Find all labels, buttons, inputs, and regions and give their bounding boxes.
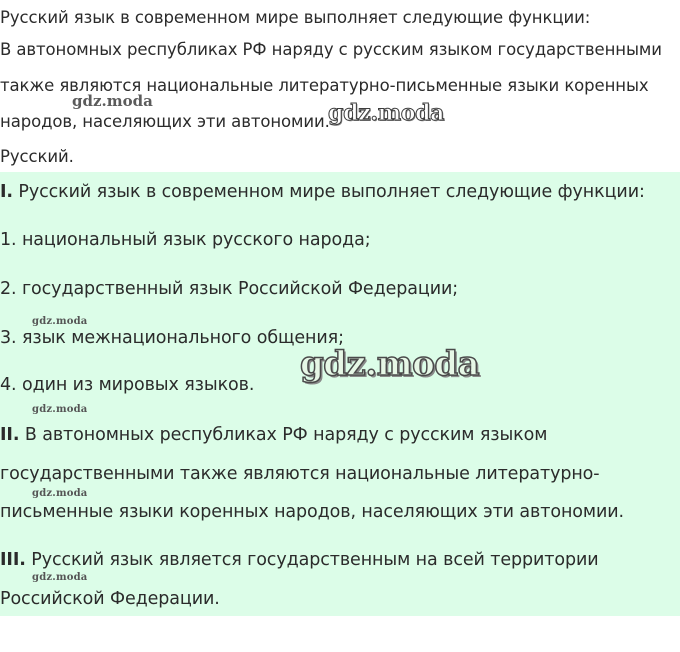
answer-paragraph-2: II. В автономных республиках РФ наряду с русским языком	[0, 425, 548, 445]
watermark: gdz.moda	[300, 344, 480, 384]
question-line-1: Русский язык в современном мире выполняет следующие функции:	[0, 8, 591, 27]
question-line-2: В автономных республиках РФ наряду с русским языком государственными	[0, 40, 662, 59]
list-item: 2. государственный язык Российской Федерации;	[0, 279, 459, 299]
answer-block	[0, 172, 680, 616]
list-item: 1. национальный язык русского народа;	[0, 230, 371, 250]
watermark: gdz.moda	[32, 572, 88, 583]
question-line-4: народов, населяющих эти автономии.	[0, 112, 330, 131]
answer-paragraph-3-line-2: Российской Федерации.	[0, 589, 220, 609]
answer-paragraph-3: III. Русский язык является государственным на всей территории	[0, 550, 599, 570]
watermark: gdz.moda	[328, 100, 445, 126]
paragraph-number: II.	[0, 425, 20, 445]
answer-paragraph-1: I. Русский язык в современном мире выполняет следующие функции:	[0, 182, 645, 202]
paragraph-number: III.	[0, 550, 26, 570]
watermark: gdz.moda	[32, 316, 88, 327]
watermark: gdz.moda	[32, 404, 88, 415]
answer-paragraph-2-line-2: государственными также являются национальные литературно-	[0, 464, 600, 484]
question-line-5: Русский.	[0, 147, 74, 166]
watermark: gdz.moda	[72, 92, 153, 110]
list-item: 3. язык межнационального общения;	[0, 328, 344, 348]
question-line-3: также являются национальные литературно-письменные языки коренных	[0, 76, 649, 95]
paragraph-number: I.	[0, 182, 13, 202]
list-item: 4. один из мировых языков.	[0, 375, 255, 395]
watermark: gdz.moda	[32, 488, 88, 499]
answer-paragraph-2-line-3: письменные языки коренных народов, населяющих эти автономии.	[0, 502, 625, 522]
